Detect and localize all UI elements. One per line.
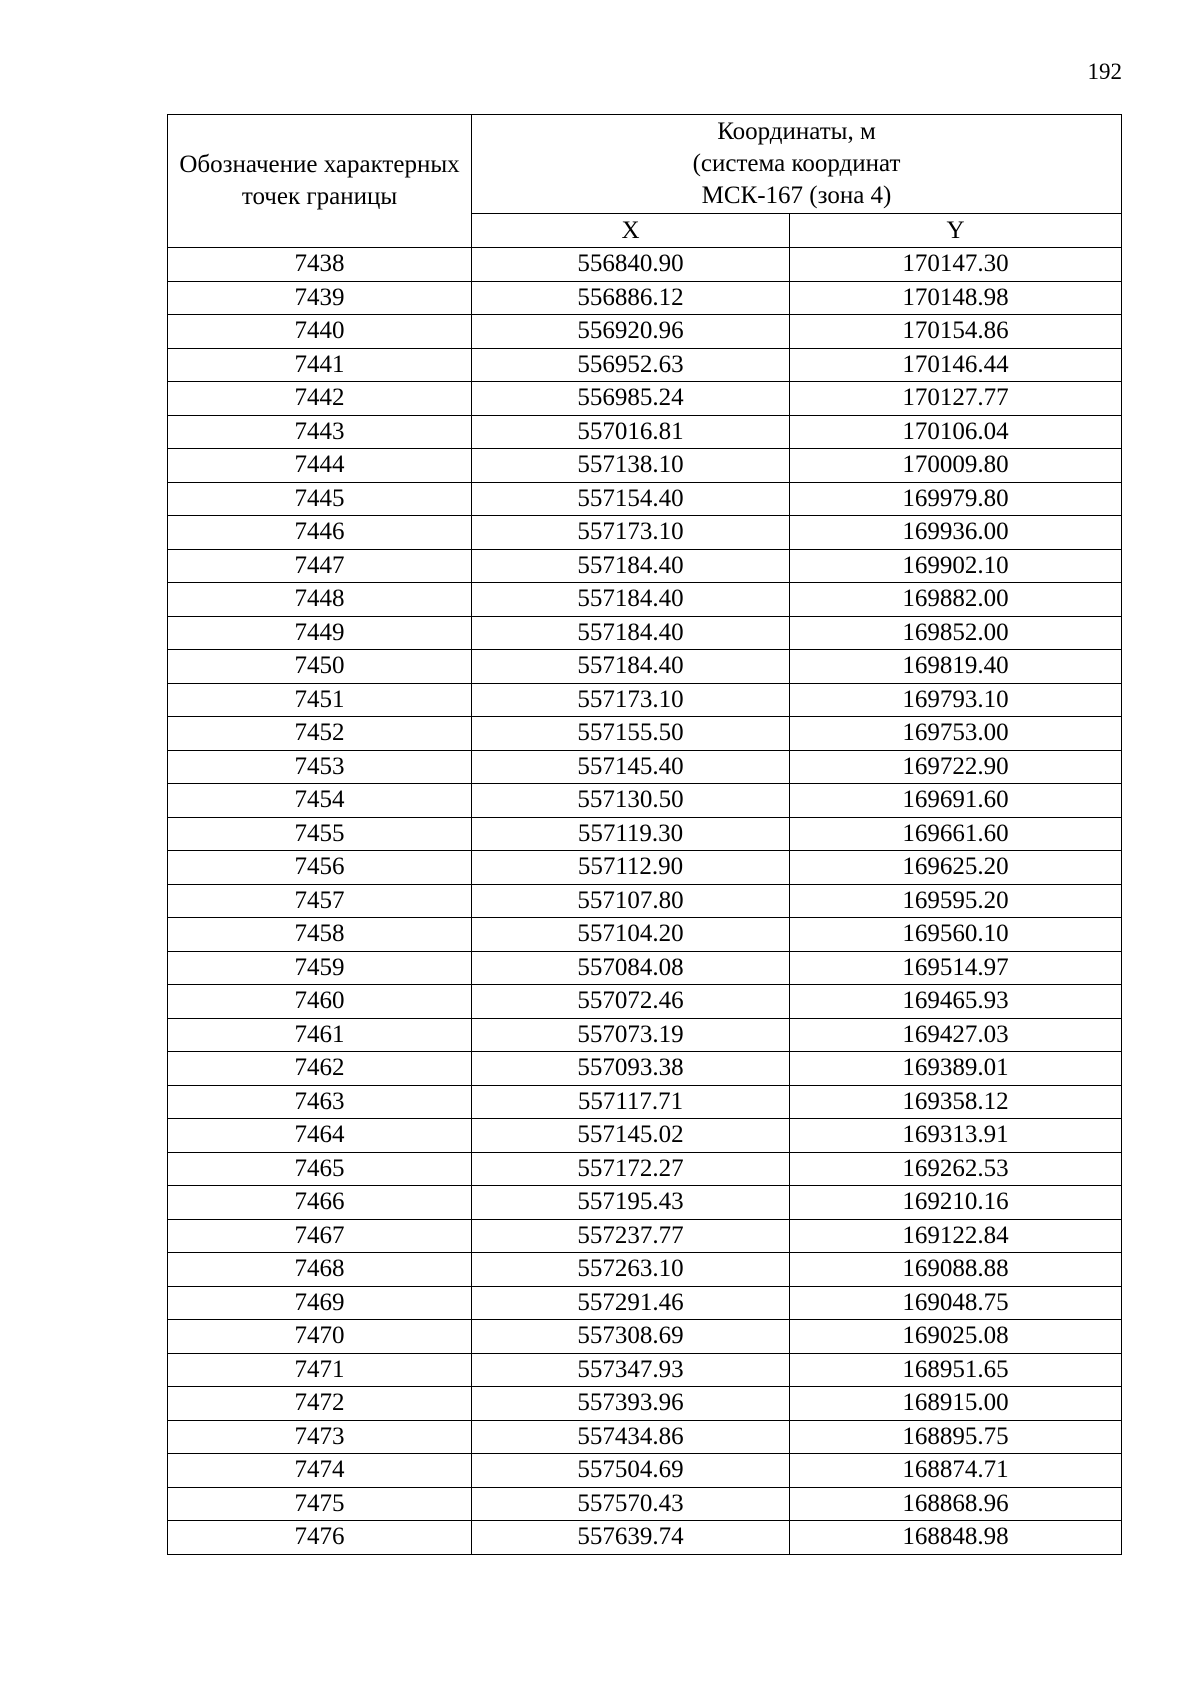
point-cell: 7471 bbox=[168, 1353, 472, 1387]
x-cell: 557263.10 bbox=[472, 1253, 790, 1287]
point-cell: 7450 bbox=[168, 650, 472, 684]
table-row bbox=[168, 382, 1122, 416]
point-cell: 7469 bbox=[168, 1286, 472, 1320]
table-row bbox=[168, 1353, 1122, 1387]
y-cell: 169358.12 bbox=[790, 1085, 1122, 1119]
point-cell: 7451 bbox=[168, 683, 472, 717]
table-row bbox=[168, 348, 1122, 382]
point-cell: 7438 bbox=[168, 248, 472, 282]
table-header bbox=[168, 115, 1122, 248]
point-cell: 7460 bbox=[168, 985, 472, 1019]
point-cell: 7465 bbox=[168, 1152, 472, 1186]
table-row bbox=[168, 784, 1122, 818]
y-cell: 168951.65 bbox=[790, 1353, 1122, 1387]
point-cell: 7448 bbox=[168, 583, 472, 617]
table-row bbox=[168, 516, 1122, 550]
y-cell: 169088.88 bbox=[790, 1253, 1122, 1287]
table-row bbox=[168, 281, 1122, 315]
y-cell: 169979.80 bbox=[790, 482, 1122, 516]
point-cell: 7476 bbox=[168, 1521, 472, 1555]
x-cell: 556886.12 bbox=[472, 281, 790, 315]
y-cell: 169793.10 bbox=[790, 683, 1122, 717]
y-cell: 169902.10 bbox=[790, 549, 1122, 583]
y-cell: 170106.04 bbox=[790, 415, 1122, 449]
y-cell: 169465.93 bbox=[790, 985, 1122, 1019]
table-row bbox=[168, 583, 1122, 617]
y-cell: 170009.80 bbox=[790, 449, 1122, 483]
x-cell: 557237.77 bbox=[472, 1219, 790, 1253]
table-row bbox=[168, 817, 1122, 851]
x-cell: 557184.40 bbox=[472, 549, 790, 583]
x-cell: 557073.19 bbox=[472, 1018, 790, 1052]
x-cell: 557117.71 bbox=[472, 1085, 790, 1119]
point-cell: 7464 bbox=[168, 1119, 472, 1153]
y-cell: 169389.01 bbox=[790, 1052, 1122, 1086]
x-cell: 557107.80 bbox=[472, 884, 790, 918]
y-cell: 170147.30 bbox=[790, 248, 1122, 282]
y-cell: 169514.97 bbox=[790, 951, 1122, 985]
x-cell: 556840.90 bbox=[472, 248, 790, 282]
y-cell: 169560.10 bbox=[790, 918, 1122, 952]
y-cell: 168848.98 bbox=[790, 1521, 1122, 1555]
x-cell: 557130.50 bbox=[472, 784, 790, 818]
y-cell: 169722.90 bbox=[790, 750, 1122, 784]
y-cell: 169427.03 bbox=[790, 1018, 1122, 1052]
point-cell: 7466 bbox=[168, 1186, 472, 1220]
point-cell: 7472 bbox=[168, 1387, 472, 1421]
point-cell: 7449 bbox=[168, 616, 472, 650]
point-cell: 7468 bbox=[168, 1253, 472, 1287]
x-cell: 557393.96 bbox=[472, 1387, 790, 1421]
point-cell: 7474 bbox=[168, 1454, 472, 1488]
x-cell: 557184.40 bbox=[472, 650, 790, 684]
table-row bbox=[168, 1253, 1122, 1287]
point-cell: 7473 bbox=[168, 1420, 472, 1454]
x-cell: 557347.93 bbox=[472, 1353, 790, 1387]
y-cell: 169025.08 bbox=[790, 1320, 1122, 1354]
y-cell: 169882.00 bbox=[790, 583, 1122, 617]
table-row bbox=[168, 918, 1122, 952]
table-row bbox=[168, 1219, 1122, 1253]
table-row bbox=[168, 717, 1122, 751]
point-cell: 7444 bbox=[168, 449, 472, 483]
table-row bbox=[168, 750, 1122, 784]
y-cell: 169691.60 bbox=[790, 784, 1122, 818]
table-row bbox=[168, 951, 1122, 985]
x-cell: 557504.69 bbox=[472, 1454, 790, 1488]
table-row bbox=[168, 1152, 1122, 1186]
y-cell: 168915.00 bbox=[790, 1387, 1122, 1421]
table-row bbox=[168, 683, 1122, 717]
point-cell: 7439 bbox=[168, 281, 472, 315]
header-coordinates-line1: Координаты, м bbox=[717, 118, 876, 145]
table-row bbox=[168, 482, 1122, 516]
header-y: Y bbox=[790, 214, 1122, 248]
point-cell: 7440 bbox=[168, 315, 472, 349]
x-cell: 557145.02 bbox=[472, 1119, 790, 1153]
x-cell: 556920.96 bbox=[472, 315, 790, 349]
table-row bbox=[168, 851, 1122, 885]
y-cell: 168874.71 bbox=[790, 1454, 1122, 1488]
y-cell: 169313.91 bbox=[790, 1119, 1122, 1153]
y-cell: 169262.53 bbox=[790, 1152, 1122, 1186]
point-cell: 7470 bbox=[168, 1320, 472, 1354]
x-cell: 557308.69 bbox=[472, 1320, 790, 1354]
table-row bbox=[168, 549, 1122, 583]
y-cell: 169819.40 bbox=[790, 650, 1122, 684]
x-cell: 557016.81 bbox=[472, 415, 790, 449]
x-cell: 557093.38 bbox=[472, 1052, 790, 1086]
x-cell: 557173.10 bbox=[472, 683, 790, 717]
x-cell: 557639.74 bbox=[472, 1521, 790, 1555]
y-cell: 169122.84 bbox=[790, 1219, 1122, 1253]
table-row bbox=[168, 1387, 1122, 1421]
x-cell: 557112.90 bbox=[472, 851, 790, 885]
x-cell: 557155.50 bbox=[472, 717, 790, 751]
table-row bbox=[168, 315, 1122, 349]
y-cell: 169852.00 bbox=[790, 616, 1122, 650]
y-cell: 169936.00 bbox=[790, 516, 1122, 550]
table-row bbox=[168, 1052, 1122, 1086]
point-cell: 7441 bbox=[168, 348, 472, 382]
header-coordinates-line2: (система координат bbox=[692, 150, 901, 177]
table-row bbox=[168, 415, 1122, 449]
table-row bbox=[168, 1286, 1122, 1320]
point-cell: 7458 bbox=[168, 918, 472, 952]
point-cell: 7467 bbox=[168, 1219, 472, 1253]
y-cell: 169048.75 bbox=[790, 1286, 1122, 1320]
header-point-designation: Обозначение характерных точек границы bbox=[168, 115, 472, 248]
table-row bbox=[168, 248, 1122, 282]
point-cell: 7475 bbox=[168, 1487, 472, 1521]
point-cell: 7445 bbox=[168, 482, 472, 516]
x-cell: 557172.27 bbox=[472, 1152, 790, 1186]
x-cell: 557195.43 bbox=[472, 1186, 790, 1220]
point-cell: 7462 bbox=[168, 1052, 472, 1086]
point-cell: 7457 bbox=[168, 884, 472, 918]
x-cell: 557184.40 bbox=[472, 583, 790, 617]
x-cell: 556952.63 bbox=[472, 348, 790, 382]
table-row bbox=[168, 1085, 1122, 1119]
y-cell: 170148.98 bbox=[790, 281, 1122, 315]
header-coordinates-line3: МСК-167 (зона 4) bbox=[701, 182, 892, 209]
x-cell: 557084.08 bbox=[472, 951, 790, 985]
x-cell: 557173.10 bbox=[472, 516, 790, 550]
y-cell: 169661.60 bbox=[790, 817, 1122, 851]
y-cell: 169625.20 bbox=[790, 851, 1122, 885]
page-number: 192 bbox=[1087, 59, 1122, 84]
y-cell: 168868.96 bbox=[790, 1487, 1122, 1521]
point-cell: 7454 bbox=[168, 784, 472, 818]
table-row bbox=[168, 449, 1122, 483]
point-cell: 7442 bbox=[168, 382, 472, 416]
x-cell: 557291.46 bbox=[472, 1286, 790, 1320]
y-cell: 170154.86 bbox=[790, 315, 1122, 349]
coordinates-table bbox=[167, 114, 1122, 1555]
table-row bbox=[168, 1487, 1122, 1521]
table-row bbox=[168, 1320, 1122, 1354]
table-row bbox=[168, 616, 1122, 650]
point-cell: 7456 bbox=[168, 851, 472, 885]
table-row bbox=[168, 985, 1122, 1019]
x-cell: 557154.40 bbox=[472, 482, 790, 516]
x-cell: 557570.43 bbox=[472, 1487, 790, 1521]
table-row bbox=[168, 1018, 1122, 1052]
x-cell: 557104.20 bbox=[472, 918, 790, 952]
x-cell: 557145.40 bbox=[472, 750, 790, 784]
table-row bbox=[168, 650, 1122, 684]
table-row bbox=[168, 884, 1122, 918]
x-cell: 557434.86 bbox=[472, 1420, 790, 1454]
y-cell: 169210.16 bbox=[790, 1186, 1122, 1220]
point-cell: 7459 bbox=[168, 951, 472, 985]
y-cell: 169595.20 bbox=[790, 884, 1122, 918]
header-coordinates bbox=[472, 115, 1122, 214]
y-cell: 170146.44 bbox=[790, 348, 1122, 382]
x-cell: 557138.10 bbox=[472, 449, 790, 483]
table-body bbox=[168, 248, 1122, 1555]
point-cell: 7461 bbox=[168, 1018, 472, 1052]
point-cell: 7463 bbox=[168, 1085, 472, 1119]
y-cell: 169753.00 bbox=[790, 717, 1122, 751]
x-cell: 556985.24 bbox=[472, 382, 790, 416]
table-row bbox=[168, 1186, 1122, 1220]
point-cell: 7452 bbox=[168, 717, 472, 751]
point-cell: 7447 bbox=[168, 549, 472, 583]
point-cell: 7453 bbox=[168, 750, 472, 784]
point-cell: 7446 bbox=[168, 516, 472, 550]
point-cell: 7443 bbox=[168, 415, 472, 449]
x-cell: 557119.30 bbox=[472, 817, 790, 851]
header-x: X bbox=[472, 214, 790, 248]
y-cell: 168895.75 bbox=[790, 1420, 1122, 1454]
table-row bbox=[168, 1420, 1122, 1454]
x-cell: 557184.40 bbox=[472, 616, 790, 650]
y-cell: 170127.77 bbox=[790, 382, 1122, 416]
table-row bbox=[168, 1454, 1122, 1488]
x-cell: 557072.46 bbox=[472, 985, 790, 1019]
table-row bbox=[168, 1119, 1122, 1153]
point-cell: 7455 bbox=[168, 817, 472, 851]
table-row bbox=[168, 1521, 1122, 1555]
